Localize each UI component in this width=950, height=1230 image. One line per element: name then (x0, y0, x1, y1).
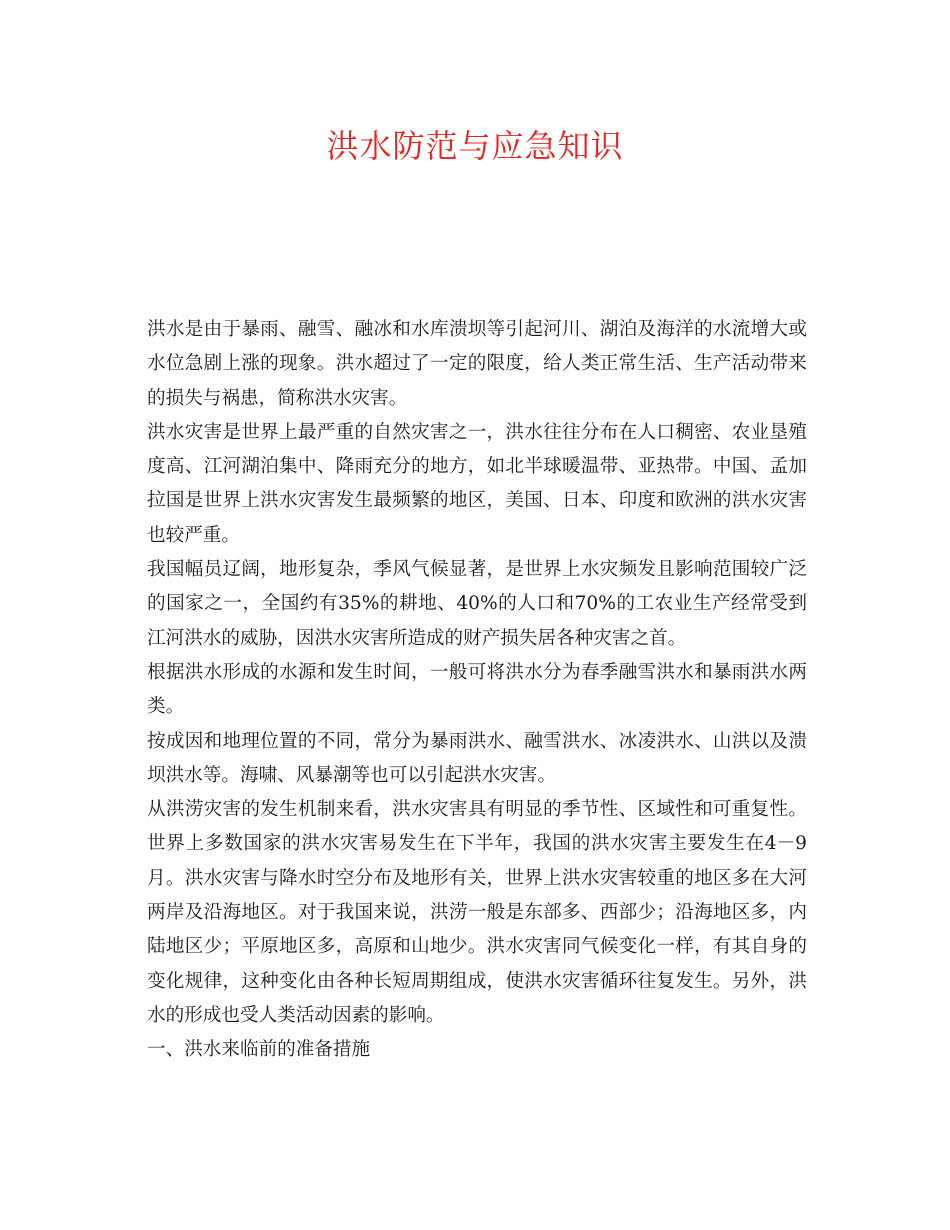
paragraph-flood-definition: 洪水是由于暴雨、融雪、融冰和水库溃坝等引起河川、湖泊及海洋的水流增大或水位急剧上涨的现象。洪水超过了一定的限度，给人类正常生活、生产活动带来的损失与祸患，简称洪水灾害。 (147, 319, 807, 409)
section-heading-preparation: 一、洪水来临前的准备措施 (147, 1039, 371, 1061)
paragraph-flood-cause-types: 按成因和地理位置的不同，常分为暴雨洪水、融雪洪水、冰凌洪水、山洪以及溃坝洪水等。海啸、风暴潮等也可以引起洪水灾害。 (147, 730, 807, 786)
paragraph-flood-source-types: 根据洪水形成的水源和发生时间，一般可将洪水分为春季融雪洪水和暴雨洪水两类。 (147, 661, 807, 718)
document-body (147, 313, 807, 1068)
paragraph-china-flood-threat: 我国幅员辽阔，地形复杂，季风气候显著，是世界上水灾频发且影响范围较广泛的国家之一，全国约有35%的耕地、40%的人口和70%的工农业生产经常受到江河洪水的威胁，因洪水灾害所造成的财产损失居各种灾害之首。 (147, 559, 807, 649)
paragraph-flood-distribution: 洪水灾害是世界上最严重的自然灾害之一，洪水往往分布在人口稠密、农业垦殖度高、江河湖泊集中、降雨充分的地方，如北半球暖温带、亚热带。中国、孟加拉国是世界上洪水灾害发生最频繁的地区，美国、日本、印度和欧洲的洪水灾害也较严重。 (147, 421, 807, 546)
paragraph-flood-mechanism: 从洪涝灾害的发生机制来看，洪水灾害具有明显的季节性、区域性和可重复性。世界上多数国家的洪水灾害易发生在下半年，我国的洪水灾害主要发生在4－9月。洪水灾害与降水时空分布及地形有关，世界上洪水灾害较重的地区多在大河两岸及沿海地区。对于我国来说，洪涝一般是东部多、西部少；沿海地区多，内陆地区少；平原地区多，高原和山地少。洪水灾害同气候变化一样，有其自身的变化规律，这种变化由各种长短周期组成，使洪水灾害循环往复发生。另外，洪水的形成也受人类活动因素的影响。 (147, 799, 807, 1026)
page-title: 洪水防范与应急知识 (326, 127, 624, 165)
